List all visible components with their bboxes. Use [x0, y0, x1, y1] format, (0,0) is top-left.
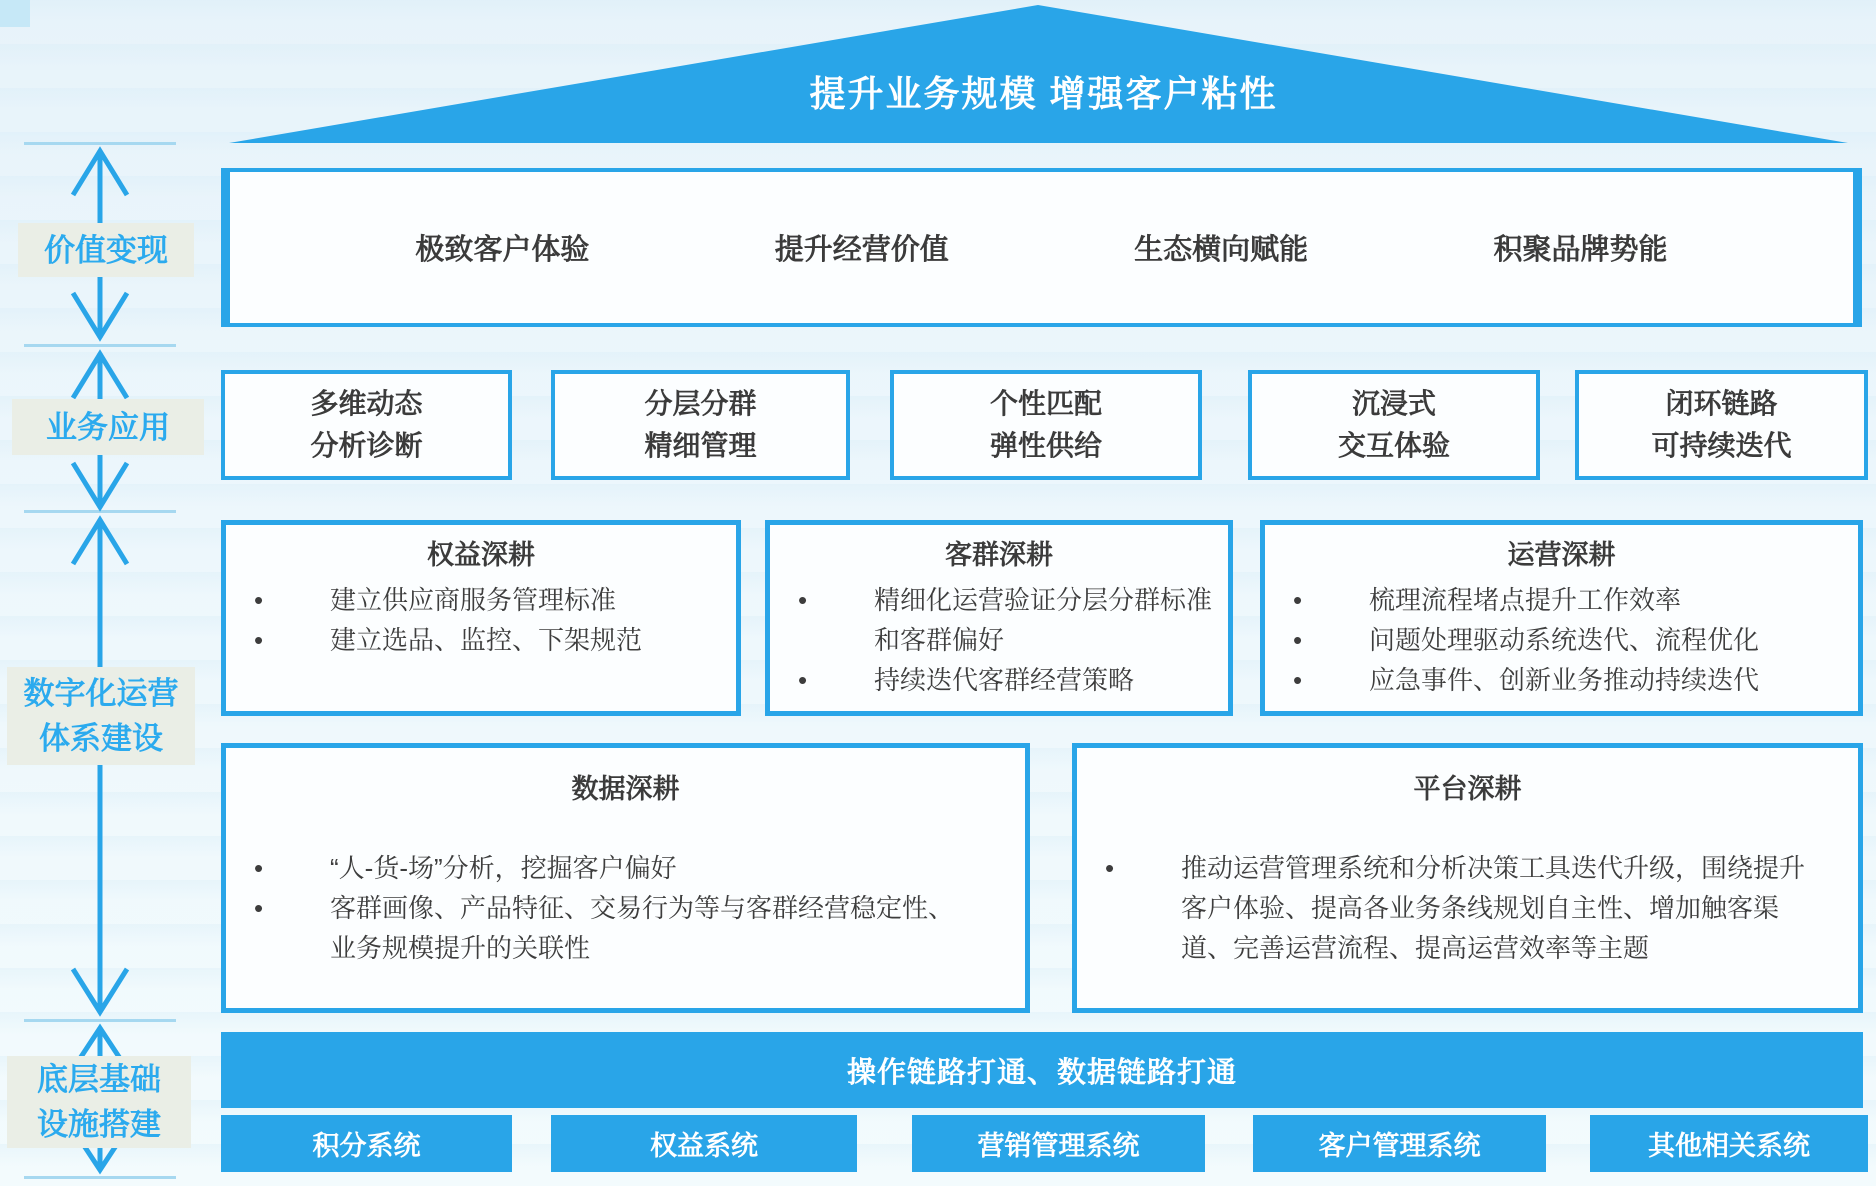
- app-box-immersive-interaction: [1248, 370, 1540, 480]
- stage-label-line: 设施搭建: [37, 1107, 161, 1142]
- infrastructure-link-bar: 操作链路打通、数据链路打通: [221, 1032, 1863, 1108]
- system-box-marketing: 营销管理系统: [912, 1115, 1205, 1172]
- value-item-customer-experience: 极致客户体验: [415, 234, 590, 266]
- stage-label-digital-operation-system: [7, 667, 195, 765]
- app-box-line: 弹性供给: [989, 430, 1102, 461]
- app-box-line: 个性匹配: [989, 388, 1102, 419]
- app-box-line: 分层分群: [644, 388, 757, 419]
- app-box-line: 交互体验: [1337, 430, 1450, 461]
- cult-bullet: • 问题处理驱动系统迭代、流程优化: [1265, 620, 1858, 660]
- app-box-closed-loop-iteration: [1575, 370, 1868, 480]
- stage-double-arrows: [73, 150, 127, 1170]
- system-box-points: 积分系统: [221, 1115, 512, 1172]
- app-box-personalized-supply: [890, 370, 1202, 480]
- cult-box-platform: [1072, 743, 1863, 1013]
- cult-box-title: 权益深耕: [427, 540, 535, 570]
- cult-bullet: • 梳理流程堵点提升工作效率: [1265, 580, 1858, 620]
- app-box-line: 精细管理: [644, 430, 757, 461]
- app-box-line: 分析诊断: [310, 430, 423, 461]
- app-box-line: 沉浸式: [1351, 388, 1436, 419]
- app-box-line: 闭环链路: [1665, 388, 1778, 419]
- roof-title: 提升业务规模 增强客户粘性: [809, 73, 1278, 114]
- value-realization-box: [221, 168, 1862, 327]
- app-box-segmentation-management: [551, 370, 850, 480]
- stage-label-business-application: [12, 399, 204, 455]
- stage-label-line: 价值变现: [44, 232, 168, 268]
- stage-label-line: 体系建设: [39, 721, 163, 756]
- cult-bullet: • 建立供应商服务管理标准: [226, 580, 736, 620]
- cult-box-customer-groups: [765, 520, 1233, 716]
- value-item-brand-momentum: 积聚品牌势能: [1493, 234, 1668, 266]
- cult-box-rights: [221, 520, 741, 716]
- stage-label-line: 业务应用: [46, 409, 170, 445]
- cult-box-operations: [1260, 520, 1863, 716]
- system-box-other: 其他相关系统: [1590, 1115, 1868, 1172]
- app-box-line: 可持续迭代: [1651, 430, 1792, 461]
- cult-bullet: • “人-货-场”分析，挖掘客户偏好: [226, 848, 1025, 888]
- value-item-ecosystem-enablement: 生态横向赋能: [1134, 234, 1309, 266]
- cult-box-title: 客群深耕: [945, 540, 1053, 570]
- stage-label-line: 数字化运营: [23, 676, 179, 711]
- system-box-rights: 权益系统: [551, 1115, 857, 1172]
- app-box-multidim-analysis: [221, 370, 512, 480]
- cult-bullet-list: [1077, 848, 1858, 968]
- cult-box-title: 数据深耕: [571, 774, 680, 804]
- cult-bullet: • 推动运营管理系统和分析决策工具迭代升级，围绕提升客户体验、提高各业务条线规划自主性、增加触客渠道、完善运营流程、提高运营效率等主题: [1077, 848, 1829, 968]
- cult-bullet: • 持续迭代客群经营策略: [770, 660, 1228, 700]
- sidebar-arrows-graphic: [0, 0, 220, 1186]
- cult-box-title: 平台深耕: [1413, 774, 1522, 804]
- cult-bullet-list: [226, 580, 736, 660]
- cult-bullet: • 应急事件、创新业务推动持续迭代: [1265, 660, 1858, 700]
- cult-bullet-list: [226, 848, 1025, 968]
- cult-box-data: [221, 743, 1030, 1013]
- cult-box-title: 运营深耕: [1507, 540, 1616, 570]
- stage-label-value-realization: [18, 223, 194, 277]
- cult-bullet: • 建立选品、监控、下架规范: [226, 620, 736, 660]
- app-box-line: 多维动态: [310, 388, 423, 419]
- cult-bullet: • 精细化运营验证分层分群标准和客群偏好: [770, 580, 1228, 660]
- stage-label-line: 底层基础: [37, 1062, 161, 1097]
- stage-label-infrastructure: [7, 1056, 191, 1148]
- cult-bullet: • 客群画像、产品特征、交易行为等与客群经营稳定性、业务规模提升的关联性: [226, 888, 974, 968]
- cult-bullet-list: [770, 580, 1228, 700]
- system-box-customer-management: 客户管理系统: [1253, 1115, 1546, 1172]
- cult-bullet-list: [1265, 580, 1858, 700]
- value-item-operating-value: 提升经营价值: [774, 234, 949, 266]
